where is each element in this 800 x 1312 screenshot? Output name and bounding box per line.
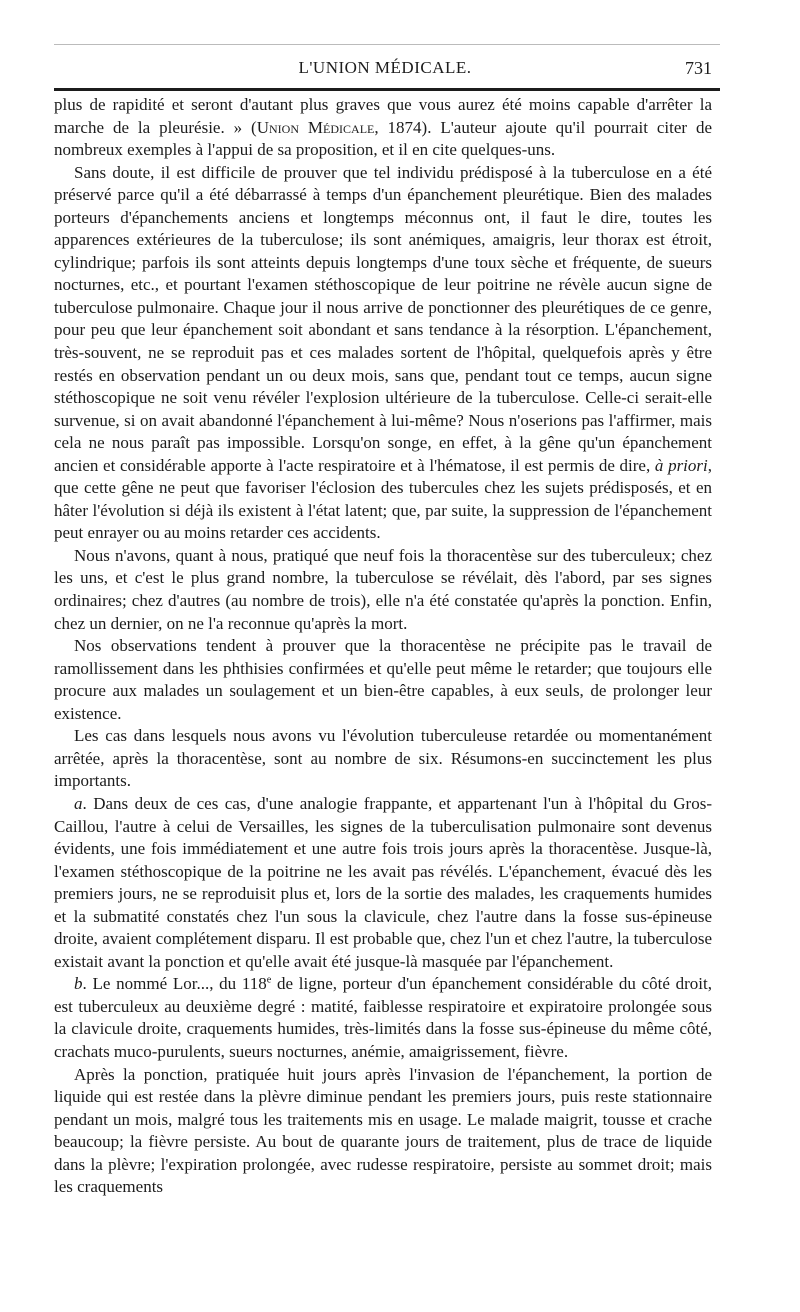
text-run: Nous n'avons, quant à nous, pratiqué que neuf fois la thoracentèse sur des tuberculeux; chez les uns, et c'est le plus grand nombre, la tuberculose se révélait, dès l'abord, par ses signes ordinaires; chez d'autres (au nombre de trois), elle n'a été constatée qu'après la ponction. Enfin, chez un dernier, on ne l'a reconnue qu'après la mort. [54, 545, 712, 633]
text-run: Après la ponction, pratiquée huit jours après l'invasion de l'épanchement, la portion de liquide qui est restée dans la plèvre diminue pendant les premiers jours, puis reste stationnaire pendant un mois, malgré tous les traitements mis en usage. Le malade maigrit, tousse et crache beaucoup; la fièvre persiste. Au bout de quarante jours de traitement, plus de trace de liquide dans la plèvre; l'expiration prolongée, avec rudesse respiratoire, persiste au sommet droit; mais les craquements [54, 1064, 712, 1197]
paragraph [54, 973, 712, 1063]
text-run: de ligne, porteur d'un épanchement considérable du côté droit, est tuberculeux au deuxième degré : matité, faiblesse respiratoire et expiratoire prolongée sous la clavicule droite, craquements humides, très-limités dans la fosse sus-épineuse du même côté, crachats muco-purulents, sueurs nocturnes, anémie, amaigrissement, fièvre. [54, 974, 712, 1061]
page-number: 731 [685, 58, 712, 78]
text-run: a [74, 793, 83, 813]
text-run: Nos observations tendent à prouver que la thoracentèse ne précipite pas le travail de ramollissement dans les phthisies confirmées et qu'elle peut même le retarder; que toujours elle procure aux malades un soulagement et un bien-être capables, à eux seuls, de prolonger leur existence. [54, 636, 712, 723]
paragraph [54, 162, 712, 545]
text-run: Les cas dans lesquels nous avons vu l'évolution tuberculeuse retardée ou momentanément arrêtée, après la thoracentèse, sont au nombre de six. Résumons-en succinctement les plus importants. [54, 726, 712, 791]
text-run: b [74, 974, 83, 994]
paragraph [54, 635, 712, 725]
top-rule [54, 44, 720, 45]
header-rule [54, 88, 720, 91]
text-run: Union Médicale [256, 117, 375, 137]
text-run: , que cette gêne ne peut que favoriser l'éclosion des tubercules chez les sujets prédisposés, et en hâter l'évolution si déjà ils existent à l'état latent; que, par suite, la suppression de l'épanchement peut enrayer ou au moins retarder ces accidents. [54, 455, 712, 543]
text-run: plus de rapidité et seront d'autant plus graves que vous aurez été moins capable d'arrêter la marche de la pleurésie. » ( [54, 95, 712, 137]
text-run: , 1874). L'auteur ajoute qu'il pourrait citer de nombreux exemples à l'appui de sa proposition, et il en cite quelques-uns. [54, 117, 712, 160]
text-run: . Dans deux de ces cas, d'une analogie frappante, et appartenant l'un à l'hôpital du Gros-Caillou, l'autre à celui de Versailles, les signes de la tuberculisation pulmonaire sont devenus évidents, une fois immédiatement et une autre fois trois jours après la thoracentèse. Jusque-là, l'examen stéthoscopique de la poitrine ne les avait pas révélés. L'épanchement, évacué dès les premiers jours, ne se reproduisit plus et, lors de la sortie des malades, les craquements humides et la submatité constatés chez l'un sous la clavicule, chez l'autre dans la fosse sus-épineuse droite, avaient complétement disparu. Il est probable que, chez l'un et chez l'autre, la tuberculose existait avant la ponction et qu'elle avait été jusque-là masquée par l'épanchement. [54, 793, 712, 971]
body-text [54, 94, 712, 1199]
text-run: . Le nommé Lor..., du 118 [82, 974, 267, 994]
paragraph [54, 725, 712, 793]
running-head: L'UNION MÉDICALE. [298, 58, 472, 77]
paragraph [54, 545, 712, 635]
text-run: Sans doute, il est difficile de prouver que tel individu prédisposé à la tuberculose en a été préservé parce qu'il a été débarrassé à temps d'un épanchement pleurétique. Bien des malades porteurs d'épanchements anciens et longtemps méconnus ont, il faut le dire, toutes les apparences extérieures de la tuberculose; ils sont anémiques, amaigris, leur thorax est étroit, cylindrique; parfois ils sont atteints depuis longtemps d'une toux sèche et fréquente, de sueurs nocturnes, etc., et pourtant l'examen stéthoscopique de leur poitrine ne révèle aucun signe de tuberculose pulmonaire. Chaque jour il nous arrive de ponctionner des pleurétiques de ce genre, pour peu que leur épanchement soit abondant et sans tendance à la résorption. L'épanchement, très-souvent, ne se reproduit pas et ces malades sortent de l'hôpital, quelquefois après y être restés en observation pendant un ou deux mois, sans que, pendant tout ce temps, aucun signe stéthoscopique ne soit venu révéler l'explosion ultérieure de la tuberculose. Celle-ci serait-elle survenue, si on avait abandonné l'épanchement à lui-même? Nous n'oserions pas l'affirmer, mais cela ne nous paraît pas impossible. Lorsqu'on songe, en effet, à la gêne qu'un épanchement ancien et considérable apporte à l'acte respiratoire et à l'hématose, il est permis de dire, [54, 162, 712, 475]
page-header [54, 54, 716, 84]
paragraph [54, 94, 712, 162]
text-run: à priori [654, 455, 708, 475]
text-run: e [266, 974, 272, 986]
paragraph [54, 793, 712, 973]
paragraph [54, 1064, 712, 1199]
